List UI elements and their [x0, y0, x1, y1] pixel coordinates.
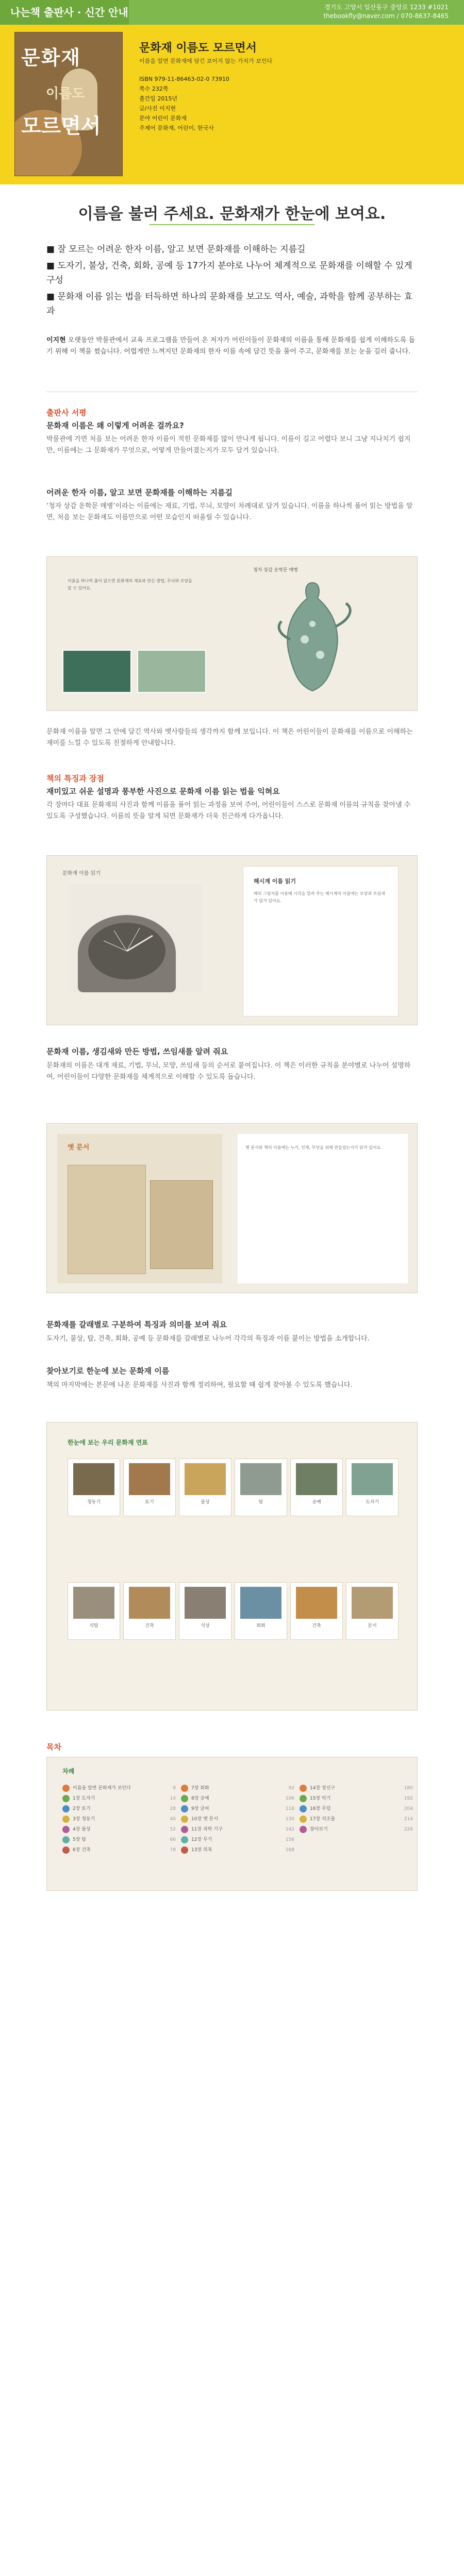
chapter-dot-icon	[181, 1785, 188, 1792]
toc-item[interactable]	[62, 1845, 176, 1855]
chapter-dot-icon	[62, 1795, 70, 1802]
section-usage-text: 문화재의 이름은 대개 재료, 기법, 무늬, 모양, 쓰임새 등의 순서로 붙여집니다. 이 책은 이러한 규칙을 분야별로 나누어 설명하여, 어린이들이 다양한 문화재를 체계적으로 이해할 수 있도록 돕습니다.	[46, 1062, 411, 1081]
toc-item-page: 40	[170, 1816, 176, 1822]
section-review-label: 출판사 서평	[46, 408, 87, 417]
section-review-question: 문화재 이름은 왜 이렇게 어려운 걸까요?	[46, 421, 184, 430]
spread-1-caption: 청자 상감 운학문 매병	[253, 568, 298, 573]
spread-2-title: 해시계 이름 읽기	[254, 878, 296, 885]
toc-item[interactable]	[62, 1804, 176, 1814]
toc-item-title: 13장 의복	[191, 1847, 212, 1853]
chapter-dot-icon	[181, 1836, 188, 1843]
toc-item[interactable]	[62, 1814, 176, 1824]
toc-item-title: 찾아보기	[310, 1826, 328, 1832]
chapter-dot-icon	[300, 1785, 307, 1792]
spread-3-title: 옛 문서	[68, 1144, 90, 1151]
artifact-photo	[352, 1587, 393, 1619]
spread-3-left-page	[57, 1134, 222, 1283]
section-usage-heading: 문화재 이름, 생김새와 만든 방법, 쓰임새를 알려 줘요	[46, 1047, 228, 1056]
section-index-text: 책의 마지막에는 본문에 나온 문화재를 사진과 함께 정리하여, 필요할 때 쉽게 찾아볼 수 있도록 했습니다.	[46, 1381, 353, 1389]
meta-category: 분야 어린이 문화재	[139, 115, 187, 122]
toc-item[interactable]	[181, 1835, 294, 1845]
book-info	[0, 25, 464, 184]
chapter-dot-icon	[181, 1846, 188, 1854]
main-title: 이름을 불러 주세요. 문화재가 한눈에 보여요.	[78, 205, 386, 223]
celadon-vase-image	[269, 578, 356, 696]
artifact-label: 도자기	[365, 1500, 379, 1505]
artifact-card	[346, 1582, 399, 1640]
artifact-card	[179, 1459, 231, 1516]
toc-item-page: 8	[173, 1785, 176, 1791]
toc-item-title: 14장 장신구	[310, 1785, 336, 1791]
toc-item-page: 130	[285, 1816, 294, 1822]
chapter-dot-icon	[300, 1816, 307, 1823]
toc-item[interactable]	[300, 1824, 413, 1835]
artifact-card	[235, 1459, 287, 1516]
artifact-photo	[129, 1463, 170, 1495]
cover-title-3: 모르면서	[21, 114, 101, 138]
artifact-label: 건축	[145, 1623, 154, 1629]
intro-point-3: ■ 문화재 이름 읽는 법을 터득하면 하나의 문화재를 보고도 역사, 예술, 과학을 함께 공부하는 효과	[46, 292, 413, 316]
section-features-heading: 재미있고 쉬운 설명과 풍부한 사진으로 문화재 이름 읽는 법을 익혀요	[46, 787, 280, 796]
intro-point-2: ■ 도자기, 불상, 건축, 회화, 공예 등 17가지 분야로 나누어 체계적으로 문화재를 이해할 수 있게 구성	[46, 261, 412, 285]
artifact-card	[179, 1582, 231, 1640]
artifact-label: 공예	[312, 1500, 321, 1505]
chapter-dot-icon	[300, 1805, 307, 1812]
artifact-photo	[352, 1463, 393, 1495]
section-index-heading: 찾아보기로 한눈에 보는 문화재 이름	[46, 1366, 170, 1376]
toc-item[interactable]	[300, 1814, 413, 1824]
chapter-dot-icon	[181, 1795, 188, 1802]
book-meta	[139, 74, 237, 133]
toc-item-title: 3장 청동기	[73, 1816, 95, 1822]
chapter-dot-icon	[62, 1805, 70, 1812]
artifact-photo	[185, 1463, 226, 1495]
toc-item[interactable]	[181, 1824, 294, 1835]
toc-item-page: 14	[170, 1795, 176, 1801]
chapter-dot-icon	[181, 1805, 188, 1812]
toc-item[interactable]	[181, 1793, 294, 1804]
toc-item-page: 92	[288, 1785, 294, 1791]
artifact-photo	[296, 1587, 337, 1619]
meta-isbn: ISBN 979-11-86463-02-0 73910	[139, 76, 229, 82]
book-spread-2	[46, 855, 418, 1025]
toc-item-title: 15장 악기	[310, 1795, 331, 1801]
artifact-label: 건축	[312, 1623, 321, 1629]
toc-item[interactable]	[181, 1845, 294, 1855]
toc-column	[62, 1783, 176, 1855]
toc-item-page: 156	[285, 1837, 294, 1842]
artifact-card	[235, 1582, 287, 1640]
artifact-photo	[240, 1587, 281, 1619]
chapter-dot-icon	[62, 1846, 70, 1854]
toc-item-page: 142	[285, 1826, 294, 1832]
artifact-label: 석상	[201, 1623, 210, 1629]
spread-2-header: 문화재 이름 읽기	[62, 871, 101, 876]
sundial-image	[68, 884, 202, 992]
table-of-contents	[46, 1757, 418, 1891]
toc-item-title: 16장 무덤	[310, 1806, 331, 1811]
toc-item-page: 168	[285, 1847, 294, 1853]
section-name-reading-text: ‘청자 상감 운학문 매병’이라는 이름에는 재료, 기법, 무늬, 모양이 차례대로 담겨 있습니다. 이름을 하나씩 풀어 읽는 방법을 알면, 처음 보는 문화재도 이름만으로 어떤 모습인지 떠올릴 수 있습니다.	[46, 502, 413, 521]
artifact-label: 회화	[256, 1623, 266, 1629]
book-cover-image	[14, 32, 123, 176]
meta-pages: 쪽수 232쪽	[139, 86, 169, 92]
cover-title-1: 문화재	[21, 46, 81, 69]
book-subtitle: 이름을 알면 문화재에 담긴 보이지 않는 가치가 보인다	[139, 58, 273, 64]
toc-item-page: 180	[404, 1785, 413, 1791]
artifact-photo	[185, 1587, 226, 1619]
book-spread-4	[46, 1422, 418, 1710]
toc-label: 목차	[46, 1742, 61, 1752]
toc-item-page: 66	[170, 1837, 176, 1842]
toc-item-title: 4장 불상	[73, 1826, 91, 1832]
toc-item[interactable]	[300, 1793, 413, 1804]
artifact-label: 탑	[258, 1500, 263, 1505]
section-category-heading: 문화재를 갈래별로 구분하여 특징과 의미를 보여 줘요	[46, 1320, 227, 1329]
section-review-text: 박물관에 가면 처음 보는 어려운 한자 이름이 적힌 문화재를 많이 만나게 됩니다. 이름이 길고 어렵다 보니 그냥 지나치기 쉽지만, 이름에는 그 문화재가 무엇으로, 어떻게 만들어졌는지가 모두 담겨 있습니다.	[46, 435, 411, 454]
chapter-dot-icon	[62, 1836, 70, 1843]
chapter-dot-icon	[62, 1826, 70, 1833]
spread-4-header: 한눈에 보는 우리 문화재 연표	[68, 1439, 148, 1446]
toc-item-title: 8장 공예	[191, 1795, 209, 1801]
toc-item[interactable]	[181, 1814, 294, 1824]
artifact-photo	[240, 1463, 281, 1495]
artifact-card	[290, 1582, 343, 1640]
toc-item[interactable]	[300, 1783, 413, 1793]
artifact-card	[123, 1582, 176, 1640]
author-name: 이지현	[46, 336, 66, 344]
toc-item-page: 226	[404, 1826, 413, 1832]
spread-3-text: 옛 문서와 책의 이름에는 누가, 언제, 무엇을 위해 만들었는지가 담겨 있어요.	[245, 1145, 382, 1150]
spread-2-text: 해의 그림자를 이용해 시각을 알려 주는 해시계의 이름에는 모양과 쓰임새가 담겨 있어요.	[254, 891, 385, 903]
section-history-text: 문화재 이름을 알면 그 안에 담긴 역사와 옛사람들의 생각까지 함께 보입니다. 이 책은 어린이들이 문화재를 이름으로 이해하는 재미를 느낄 수 있도록 친절하게 안내합니다.	[46, 728, 413, 747]
toc-item[interactable]	[62, 1793, 176, 1804]
toc-column	[300, 1783, 413, 1835]
toc-item[interactable]	[62, 1783, 176, 1793]
chapter-dot-icon	[181, 1816, 188, 1823]
toc-item-page: 106	[285, 1795, 294, 1801]
author-text: 오랫동안 박물관에서 교육 프로그램을 만들어 온 저자가 어린이들이 문화재의 이름을 통해 문화재를 쉽게 이해하도록 돕기 위해 이 책을 썼습니다. 어렵게만 느껴지던 문화재의 한자 이름 속에 담긴 뜻을 풀어 주고, 문화재를 보는 눈을 길러 줍니다.	[46, 336, 416, 355]
toc-item-title: 9장 글씨	[191, 1806, 209, 1811]
toc-item-title: 6장 건축	[73, 1847, 91, 1853]
chapter-dot-icon	[181, 1826, 188, 1833]
section-features-label: 책의 특징과 장점	[46, 774, 104, 783]
artifact-photo	[73, 1587, 114, 1619]
spread-3-right-page	[238, 1134, 408, 1283]
toc-column	[181, 1783, 294, 1855]
chapter-dot-icon	[300, 1795, 307, 1802]
artifact-label: 청동기	[87, 1500, 101, 1505]
toc-item-title: 1장 도자기	[73, 1795, 95, 1801]
artifact-card	[290, 1459, 343, 1516]
spread-1-text: 이름을 하나씩 풀어 읽으면 문화재의 재료와 만든 방법, 무늬와 모양을 알 수 있어요.	[68, 579, 192, 590]
toc-item-title: 11장 과학 기구	[191, 1826, 223, 1832]
toc-item[interactable]	[62, 1835, 176, 1845]
publisher-contact	[323, 3, 449, 21]
artifact-card	[68, 1582, 120, 1640]
artifact-label: 석탑	[89, 1623, 98, 1629]
artifact-card	[123, 1459, 176, 1516]
contact-line: thebookfly@naver.com / 070-8637-8465	[323, 12, 449, 20]
toc-item-page: 78	[170, 1847, 176, 1853]
toc-item-title: 10장 옛 문서	[191, 1816, 218, 1822]
toc-item-page: 214	[404, 1816, 413, 1822]
book-spread-1	[46, 556, 418, 711]
spread-1-photo-2	[137, 650, 206, 693]
toc-item-page: 52	[170, 1826, 176, 1832]
intro-points	[46, 242, 418, 320]
address-line: 경기도 고양시 일산동구 중앙로 1233 #1021	[324, 4, 449, 11]
artifact-label: 문서	[368, 1623, 377, 1629]
meta-date: 출간일 2015년	[139, 95, 177, 102]
chapter-dot-icon	[62, 1816, 70, 1823]
section-features-text: 각 장마다 대표 문화재의 사진과 함께 이름을 풀어 읽는 과정을 보여 주어, 어린이들이 스스로 문화재 이름의 규칙을 찾아낼 수 있도록 구성했습니다. 이름의 뜻을 알게 되면 문화재가 더욱 친근하게 다가옵니다.	[46, 801, 411, 820]
toc-item-title: 이름을 알면 문화재가 보인다	[73, 1785, 131, 1791]
old-document-image	[68, 1165, 146, 1274]
toc-item-page: 204	[404, 1806, 413, 1811]
toc-item[interactable]	[181, 1783, 294, 1793]
meta-author: 글/사진 이지현	[139, 105, 176, 112]
section-category-text: 도자기, 불상, 탑, 건축, 회화, 공예 등 문화재를 갈래별로 나누어 각각의 특징과 이름 붙이는 방법을 소개합니다.	[46, 1335, 370, 1343]
book-spread-3	[46, 1123, 418, 1293]
old-document-image-2	[150, 1180, 213, 1269]
toc-item[interactable]	[300, 1804, 413, 1814]
toc-item-title: 17장 석조물	[310, 1816, 336, 1822]
toc-item-title: 7장 회화	[191, 1785, 209, 1791]
book-title: 문화재 이름도 모르면서	[139, 42, 257, 55]
toc-item[interactable]	[181, 1804, 294, 1814]
chapter-dot-icon	[300, 1826, 307, 1833]
toc-item-title: 5장 탑	[73, 1837, 86, 1842]
section-name-reading-heading: 어려운 한자 이름, 알고 보면 문화재를 이해하는 지름길	[46, 488, 233, 497]
intro-point-1: ■ 잘 모르는 어려운 한자 이름, 알고 보면 문화재를 이해하는 지름길	[46, 244, 306, 255]
chapter-dot-icon	[62, 1785, 70, 1792]
toc-item-page: 192	[404, 1795, 413, 1801]
artifact-card	[346, 1459, 399, 1516]
toc-item-page: 28	[170, 1806, 176, 1811]
cover-title-2: 이름도	[46, 86, 85, 101]
publisher-tag: 나는책 출판사 · 신간 안내	[0, 0, 129, 25]
toc-item[interactable]	[62, 1824, 176, 1835]
toc-header: 차례	[62, 1768, 75, 1775]
artifact-photo	[296, 1463, 337, 1495]
toc-item-page: 118	[285, 1806, 294, 1811]
toc-item-title: 2장 토기	[73, 1806, 91, 1811]
artifact-photo	[73, 1463, 114, 1495]
title-underline	[150, 224, 314, 225]
artifact-photo	[129, 1587, 170, 1619]
spread-2-text-page	[243, 866, 399, 1016]
toc-item-title: 12장 무기	[191, 1837, 212, 1842]
author-blurb	[46, 335, 418, 358]
artifact-label: 불상	[201, 1500, 210, 1505]
artifact-label: 토기	[145, 1500, 154, 1505]
meta-keywords: 주제어 문화재, 어린이, 한국사	[139, 125, 214, 131]
spread-1-photo	[62, 650, 131, 693]
artifact-card	[68, 1459, 120, 1516]
